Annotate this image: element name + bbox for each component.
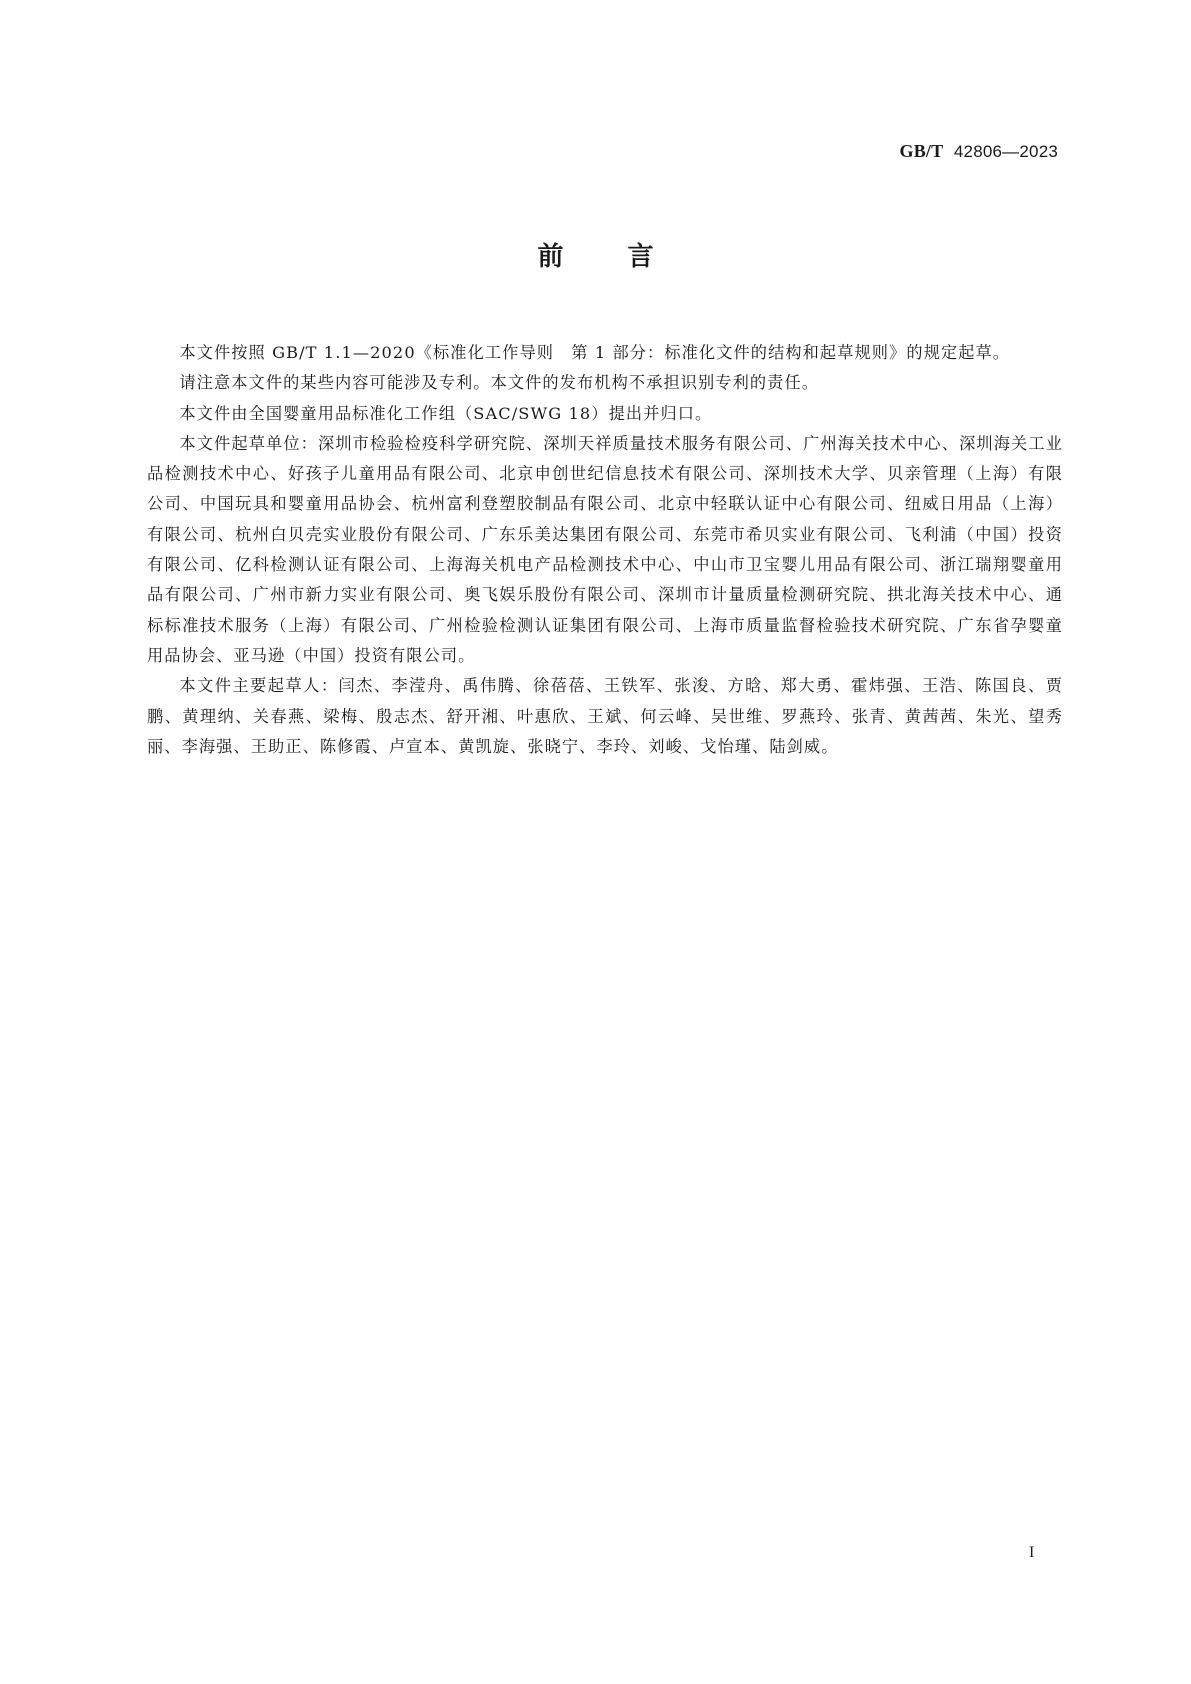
page-title: 前言 [537,242,718,272]
standard-code: 42806—2023 [953,142,1058,161]
paragraph-drafting-units: 本文件起草单位：深圳市检验检疫科学研究院、深圳天祥质量技术服务有限公司、广州海关技术中心、深圳海关工业品检测技术中心、好孩子儿童用品有限公司、北京申创世纪信息技术有限公司、深圳技术大学、贝亲管理（上海）有限公司、中国玩具和婴童用品协会、杭州富利登塑胶制品有限公司、北京中轻联认证中心有限公司、纽威日用品（上海）有限公司、杭州白贝壳实业股份有限公司、广东乐美达集团有限公司、东莞市希贝实业有限公司、飞利浦（中国）投资有限公司、亿科检测认证有限公司、上海海关机电产品检测技术中心、中山市卫宝婴儿用品有限公司、浙江瑞翔婴童用品有限公司、广州市新力实业有限公司、奥飞娱乐股份有限公司、深圳市计量质量检测研究院、拱北海关技术中心、通标标准技术服务（上海）有限公司、广州检验检测认证集团有限公司、上海市质量监督检验技术研究院、广东省孕婴童用品协会、亚马逊（中国）投资有限公司。 [147,433,1063,665]
standard-prefix: GB/T [899,141,944,161]
standard-number-header [900,141,1059,162]
paragraph-drafters: 本文件主要起草人：闫杰、李滢舟、禹伟腾、徐蓓蓓、王铁军、张浚、方晗、郑大勇、霍炜强、王浩、陈国良、贾鹏、黄理纳、关春燕、梁梅、殷志杰、舒开湘、叶惠欣、王斌、何云峰、吴世维、罗燕玲、张青、黄茜茜、朱光、望秀丽、李海强、王助正、陈修霞、卢宣本、黄凯旋、张晓宁、李玲、刘峻、戈怡瑾、陆剑威。 [147,676,1063,756]
paragraph-drafting-rules: 本文件按照 GB/T 1.1—2020《标准化工作导则 第 1 部分：标准化文件的结构和起草规则》的规定起草。 [179,343,1011,362]
foreword-body [147,338,1063,762]
paragraph-patent-notice: 请注意本文件的某些内容可能涉及专利。本文件的发布机构不承担识别专利的责任。 [179,373,820,393]
paragraph-proposer: 本文件由全国婴童用品标准化工作组（SAC/SWG 18）提出并归口。 [179,403,713,423]
page-number: I [1029,1544,1035,1561]
